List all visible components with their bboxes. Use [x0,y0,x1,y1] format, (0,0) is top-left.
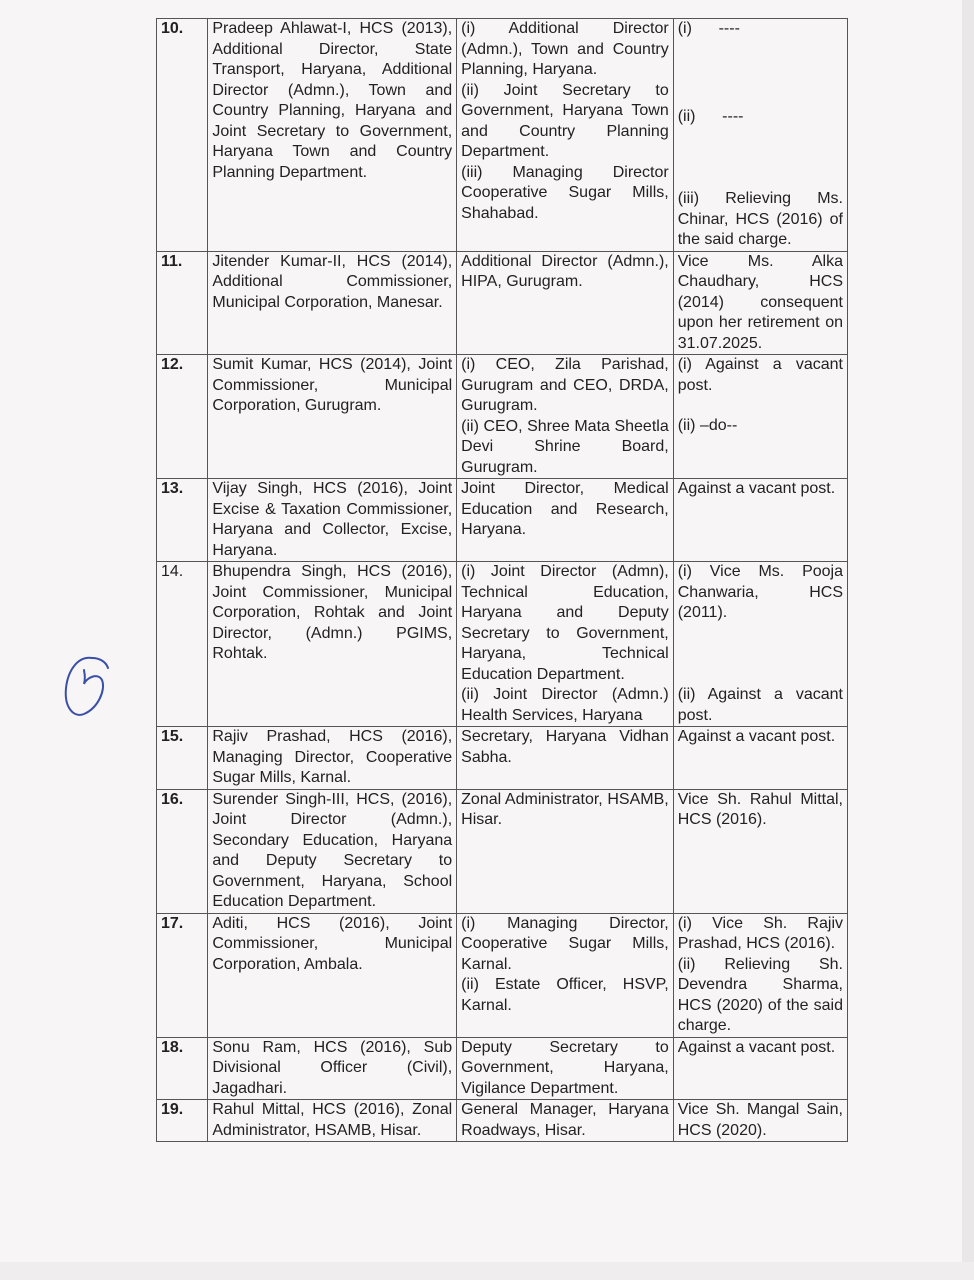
remarks [673,355,847,479]
remark-item: (i) Against a vacant post. [677,356,843,394]
new-posting [457,19,674,252]
remark-item: (ii) Against a vacant post. [677,686,843,724]
remark-item: Vice Sh. Mangal Sain, HCS (2020). [677,1101,843,1139]
serial-number: 15. [157,727,208,790]
remarks [673,562,847,727]
officer-details: Surender Singh-III, HCS, (2016), Joint Director (Admn.), Secondary Education, Haryana and Deputy Secretary to Government, Haryana, School Education Department. [208,789,457,913]
officer-details: Rahul Mittal, HCS (2016), Zonal Administrator, HSAMB, Hisar. [208,1100,457,1142]
posting-item: Additional Director (Admn.), HIPA, Gurugram. [461,252,669,290]
posting-item: General Manager, Haryana Roadways, Hisar. [461,1101,669,1139]
new-posting [457,913,674,1037]
officer-details: Vijay Singh, HCS (2016), Joint Excise & Taxation Commissioner, Haryana and Collector, Excise, Haryana. [208,479,457,562]
remarks [673,479,847,562]
remark-item: (i) Vice Sh. Rajiv Prashad, HCS (2016). [677,914,843,952]
posting-item: (i) Additional Director (Admn.), Town and Country Planning, Haryana. [461,20,669,78]
remark-item: Vice Ms. Alka Chaudhary, HCS (2014) consequent upon her retirement on 31.07.2025. [677,252,843,352]
new-posting [457,1037,674,1100]
table-row [157,479,848,562]
remark-item: (ii) –do-- [677,417,738,434]
posting-item: (ii) Joint Secretary to Government, Haryana Town and Country Planning Department. [461,81,669,160]
officer-details: Pradeep Ahlawat-I, HCS (2013), Additional Director, State Transport, Haryana, Additional Director (Admn.), Town and Country Planning, Haryana and Joint Secretary to Government, Haryana Town and Country Planning Department. [208,19,457,252]
remark-item: Against a vacant post. [677,480,836,497]
posting-item: (ii) CEO, Shree Mata Sheetla Devi Shrine Board, Gurugram. [461,417,669,476]
officer-details: Bhupendra Singh, HCS (2016), Joint Commissioner, Municipal Corporation, Rohtak and Joint Director, (Admn.) PGIMS, Rohtak. [208,562,457,727]
remark-item: Against a vacant post. [677,1038,836,1056]
serial-number: 19. [157,1100,208,1142]
serial-number: 14. [157,562,208,727]
officer-details: Rajiv Prashad, HCS (2016), Managing Director, Cooperative Sugar Mills, Karnal. [208,727,457,790]
officer-details: Jitender Kumar-II, HCS (2014), Additional Commissioner, Municipal Corporation, Manesar. [208,251,457,355]
posting-item: (i) Managing Director, Cooperative Sugar Mills, Karnal. [461,914,669,973]
table-row [157,562,848,727]
table-row [157,1037,848,1100]
remark-item: (ii) Relieving Sh. Devendra Sharma, HCS (2020) of the said charge. [677,955,843,1034]
new-posting [457,727,674,790]
new-posting [457,789,674,913]
new-posting [457,562,674,727]
remarks [673,727,847,790]
table-row [157,913,848,1037]
new-posting [457,355,674,479]
officer-details: Aditi, HCS (2016), Joint Commissioner, Municipal Corporation, Ambala. [208,913,457,1037]
posting-item: Secretary, Haryana Vidhan Sabha. [461,728,669,766]
new-posting [457,251,674,355]
remarks [673,913,847,1037]
posting-item: (iii) Managing Director Cooperative Sugar Mills, Shahabad. [461,163,669,222]
posting-item: Deputy Secretary to Government, Haryana, Vigilance Department. [461,1038,669,1097]
posting-item: (ii) Estate Officer, HSVP, Karnal. [461,976,669,1014]
table-row [157,355,848,479]
remark-item: (i) Vice Ms. Pooja Chanwaria, HCS (2011). [677,563,843,621]
serial-number: 12. [157,355,208,479]
remarks [673,1100,847,1142]
officer-details: Sonu Ram, HCS (2016), Sub Divisional Officer (Civil), Jagadhari. [208,1037,457,1100]
posting-item: (i) Joint Director (Admn), Technical Education, Haryana and Deputy Secretary to Government, Haryana, Technical Education Department. [461,563,669,683]
serial-number: 17. [157,913,208,1037]
table-row [157,727,848,790]
new-posting [457,1100,674,1142]
table-row [157,1100,848,1142]
serial-number: 18. [157,1037,208,1100]
remark-item: (iii) Relieving Ms. Chinar, HCS (2016) of the said charge. [677,190,843,248]
table-row [157,789,848,913]
remark-item: Against a vacant post. [677,728,836,745]
remarks [673,789,847,913]
posting-item: (ii) Joint Director (Admn.) Health Services, Haryana [461,686,669,724]
remarks [673,1037,847,1100]
serial-number: 10. [157,19,208,252]
handwritten-page-mark [58,650,118,722]
page-bottom-margin [0,1262,974,1280]
remarks [673,19,847,252]
remark-item: Vice Sh. Rahul Mittal, HCS (2016). [677,790,843,828]
remarks [673,251,847,355]
posting-item: (i) CEO, Zila Parishad, Gurugram and CEO, DRDA, Gurugram. [461,356,669,414]
remark-item: (i) ---- [677,20,740,37]
new-posting [457,479,674,562]
posting-item: Joint Director, Medical Education and Research, Haryana. [461,480,669,538]
serial-number: 13. [157,479,208,562]
remark-item: (ii) ---- [677,108,744,125]
table-row [157,251,848,355]
page-edge-shadow [962,0,974,1280]
serial-number: 11. [157,251,208,355]
officer-details: Sumit Kumar, HCS (2014), Joint Commissioner, Municipal Corporation, Gurugram. [208,355,457,479]
transfer-orders-table [156,18,848,1142]
table-row [157,19,848,252]
posting-item: Zonal Administrator, HSAMB, Hisar. [461,790,669,828]
serial-number: 16. [157,789,208,913]
